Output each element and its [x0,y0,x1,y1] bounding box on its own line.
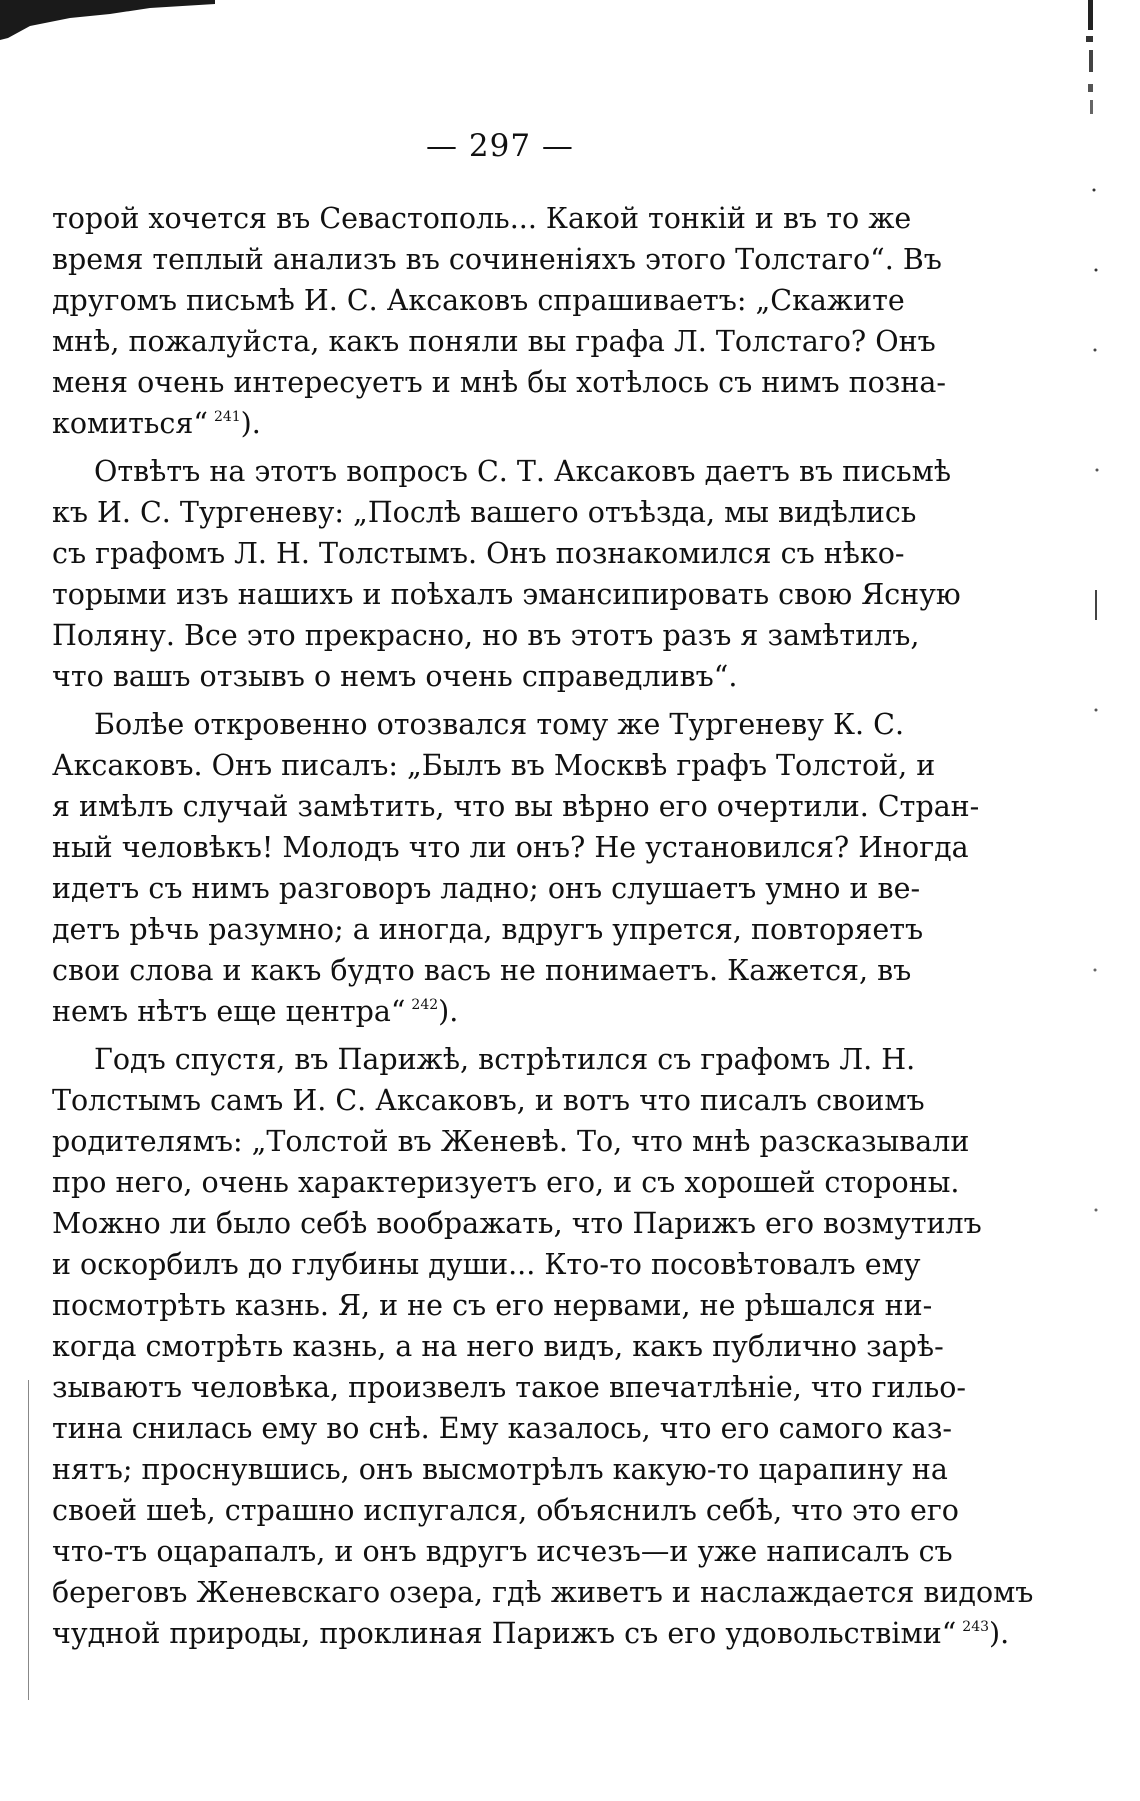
text-line [52,403,882,444]
text-line: мнѣ, пожалуйста, какъ поняли вы графа Л. Толстаго? Онъ [52,325,936,358]
text-line: детъ рѣчь разумно; а иногда, вдругъ упрется, повторяетъ [52,913,924,946]
text-fragment: ). [240,407,261,440]
page-number: — 297 — [426,128,574,164]
text-line: торой хочется въ Севастополь... Какой тонкій и въ то же [52,202,912,235]
text-line: время теплый анализъ въ сочиненіяхъ этого Толстаго“. Въ [52,243,942,276]
text-line: Отвѣтъ на этотъ вопросъ С. Т. Аксаковъ даетъ въ письмѣ [94,455,952,488]
text-line: посмотрѣть казнь. Я, и не съ его нервами, не рѣшался ни- [52,1289,933,1322]
scan-artifact-top-left [0,0,215,40]
text-line: Болѣе откровенно отозвался тому же Тургеневу К. С. [94,708,905,741]
text-line: меня очень интересуетъ и мнѣ бы хотѣлось съ нимъ позна- [52,366,946,399]
text-line: Можно ли было себѣ воображать, что Парижъ его возмутилъ [52,1207,982,1240]
text-fragment: комиться“ [52,407,208,440]
text-line: тина снилась ему во снѣ. Ему казалось, что его самого каз- [52,1412,953,1445]
text-fragment: ). [438,995,459,1028]
text-line [52,991,882,1032]
scan-artifact-right-edge [1082,0,1100,120]
text-line: Годъ спустя, въ Парижѣ, встрѣтился съ графомъ Л. Н. [94,1043,916,1076]
paragraph-4 [52,1039,1034,1654]
footnote-ref: 241 [213,409,241,425]
text-fragment: чудной природы, проклиная Парижъ съ его удовольствіми“ [52,1617,957,1650]
scan-artifact-left-margin [28,1380,30,1700]
text-line: когда смотрѣть казнь, а на него видъ, какъ публично зарѣ- [52,1330,944,1363]
text-line: и оскорбилъ до глубины души... Кто-то посовѣтовалъ ему [52,1248,921,1281]
scan-artifact-right-dots [1086,150,1106,1550]
footnote-ref: 242 [411,997,439,1013]
text-line: торыми изъ нашихъ и поѣхалъ эмансипировать свою Ясную [52,578,961,611]
paragraph-1 [52,198,946,444]
text-line: ный человѣкъ! Молодъ что ли онъ? Не установился? Иногда [52,831,969,864]
paragraph-3 [52,704,980,1032]
text-line: про него, очень характеризуетъ его, и съ хорошей стороны. [52,1166,960,1199]
text-line: къ И. С. Тургеневу: „Послѣ вашего отъѣзда, мы видѣлись [52,496,917,529]
text-line: я имѣлъ случай замѣтить, что вы вѣрно его очертили. Стран- [52,790,980,823]
text-line: идетъ съ нимъ разговоръ ладно; онъ слушаетъ умно и ве- [52,872,921,905]
page-body [52,198,1034,1654]
text-line: съ графомъ Л. Н. Толстымъ. Онъ познакомился съ нѣко- [52,537,905,570]
text-line: родителямъ: „Толстой въ Женевѣ. То, что мнѣ разсказывали [52,1125,970,1158]
text-line: береговъ Женевскаго озера, гдѣ живетъ и наслаждается видомъ [52,1576,1034,1609]
paragraph-2 [52,451,961,697]
text-line: нятъ; проснувшись, онъ высмотрѣлъ какую-то царапину на [52,1453,948,1486]
text-line: Аксаковъ. Онъ писалъ: „Былъ въ Москвѣ графъ Толстой, и [52,749,936,782]
text-line: зываютъ человѣка, произвелъ такое впечатлѣніе, что гильо- [52,1371,967,1404]
text-line: свои слова и какъ будто васъ не понимаетъ. Кажется, въ [52,954,912,987]
text-line: что-тъ оцарапалъ, и онъ вдругъ исчезъ—и уже написалъ съ [52,1535,953,1568]
text-line: что вашъ отзывъ о немъ очень справедливъ“. [52,660,738,693]
text-line: Поляну. Все это прекрасно, но въ этотъ разъ я замѣтилъ, [52,619,920,652]
text-fragment: немъ нѣтъ еще центра“ [52,995,406,1028]
text-line: своей шеѣ, страшно испугался, объяснилъ себѣ, что это его [52,1494,959,1527]
text-line: другомъ письмѣ И. С. Аксаковъ спрашиваетъ: „Скажите [52,284,905,317]
text-line [52,1613,1010,1654]
text-line: Толстымъ самъ И. С. Аксаковъ, и вотъ что писалъ своимъ [52,1084,925,1117]
text-fragment: ). [989,1617,1010,1650]
footnote-ref: 243 [962,1619,990,1635]
